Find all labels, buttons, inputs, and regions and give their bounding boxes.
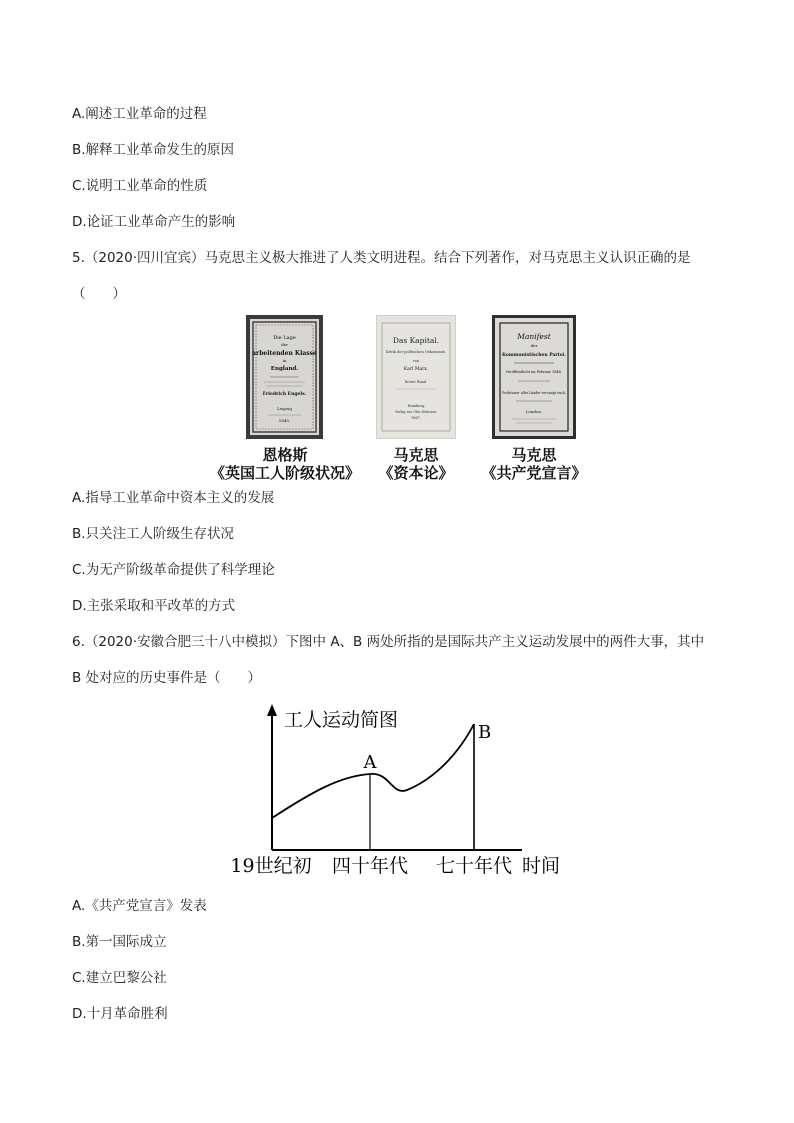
book-kapital-text-4: Erster Band.: [404, 380, 428, 384]
q6-option-c: C.建立巴黎公社: [72, 970, 167, 986]
q6-stem-line2: B 处对应的历史事件是（ ）: [72, 670, 262, 686]
book-engels-text-5: Friedrich Engels.: [262, 392, 307, 397]
q5-books-figure: [209, 312, 600, 482]
book-cover-manifest: [492, 315, 576, 439]
q5-option-b: B.只关注工人阶级生存状况: [72, 526, 235, 542]
q6-option-d: D.十月革命胜利: [72, 1006, 168, 1022]
book-engels-text-4: England.: [270, 366, 299, 372]
book-engels-text-0: Die Lage: [273, 335, 296, 341]
q4-option-a: A.阐述工业革命的过程: [72, 106, 207, 122]
book-cover-engels: [246, 315, 323, 439]
book-kapital-text-2: von: [412, 359, 420, 363]
q4-option-b: B.解释工业革命发生的原因: [72, 142, 235, 158]
chart-point-label-a: A: [363, 752, 377, 773]
chart-point-label-b: B: [478, 722, 492, 743]
book-title-engels: 《英国工人阶级状况》: [209, 464, 360, 482]
chart-tick-label-1: 四十年代: [331, 855, 409, 877]
chart-tick-label-2: 七十年代: [435, 855, 513, 877]
q6-stem-line1: 6.（2020·安徽合肥三十八中模拟）下图中 A、B 两处所指的是国际共产主义运动发展中的两件大事，其中: [72, 634, 705, 650]
book-manifest-text-3: Veröffentlicht im Februar 1848.: [505, 370, 563, 374]
q6-option-a: A.《共产党宣言》发表: [72, 898, 207, 914]
book-kapital-text-6: Verlag von Otto Meissner.: [395, 410, 437, 414]
workers-movement-chart: [222, 700, 572, 885]
book-manifest-text-0: Manifest: [517, 332, 551, 341]
book-kapital-text-5: Hamburg: [407, 404, 425, 408]
book-kapital-text-1: Kritik der politischen Oekonomie.: [386, 350, 446, 354]
q6-option-b: B.第一国际成立: [72, 934, 167, 950]
book-author-engels: 恩格斯: [262, 446, 308, 464]
chart-tick-label-0: 19世纪初: [230, 855, 312, 877]
q4-option-d: D.论证工业革命产生的影响: [72, 214, 236, 230]
book-author-manifest: 马克思: [511, 446, 557, 464]
book-cover-kapital: [376, 315, 456, 439]
book-manifest-text-2: Kommunistischen Partei.: [502, 353, 566, 358]
q4-option-c: C.说明工业革命的性质: [72, 178, 208, 194]
book-engels-text-3: in: [282, 358, 287, 363]
chart-y-axis-arrow: [267, 704, 277, 716]
book-manifest-text-1: der: [530, 343, 538, 348]
book-kapital-text-3: Karl Marx.: [403, 367, 429, 372]
book-kapital-text-7: 1867.: [410, 416, 422, 420]
book-manifest-text-5: London.: [525, 409, 543, 414]
q5-option-a: A.指导工业革命中资本主义的发展: [72, 490, 275, 506]
chart-x-label: 时间: [522, 855, 561, 877]
chart-title: 工人运动简图: [284, 709, 399, 731]
book-title-manifest: 《共产党宣言》: [481, 464, 587, 482]
book-engels-text-2: arbeitenden Klasse: [252, 350, 317, 357]
q5-option-d: D.主张采取和平改革的方式: [72, 598, 236, 614]
q5-stem-line2: （ ）: [72, 286, 126, 302]
q5-option-c: C.为无产阶级革命提供了科学理论: [72, 562, 275, 578]
q5-stem-line1: 5.（2020·四川宜宾）马克思主义极大推进了人类文明进程。结合下列著作，对马克思主义认识正确的是: [72, 250, 691, 266]
book-engels-text-6: Leipzig: [277, 406, 292, 411]
book-engels-text-7: 1845.: [278, 418, 291, 423]
book-kapital-text-0: Das Kapital.: [392, 336, 440, 345]
book-title-kapital: 《资本论》: [378, 464, 454, 482]
book-engels-text-1: der: [281, 342, 288, 347]
book-manifest-text-4: Proletarier aller Länder vereinigt euch.: [502, 391, 566, 395]
book-author-kapital: 马克思: [393, 446, 439, 464]
